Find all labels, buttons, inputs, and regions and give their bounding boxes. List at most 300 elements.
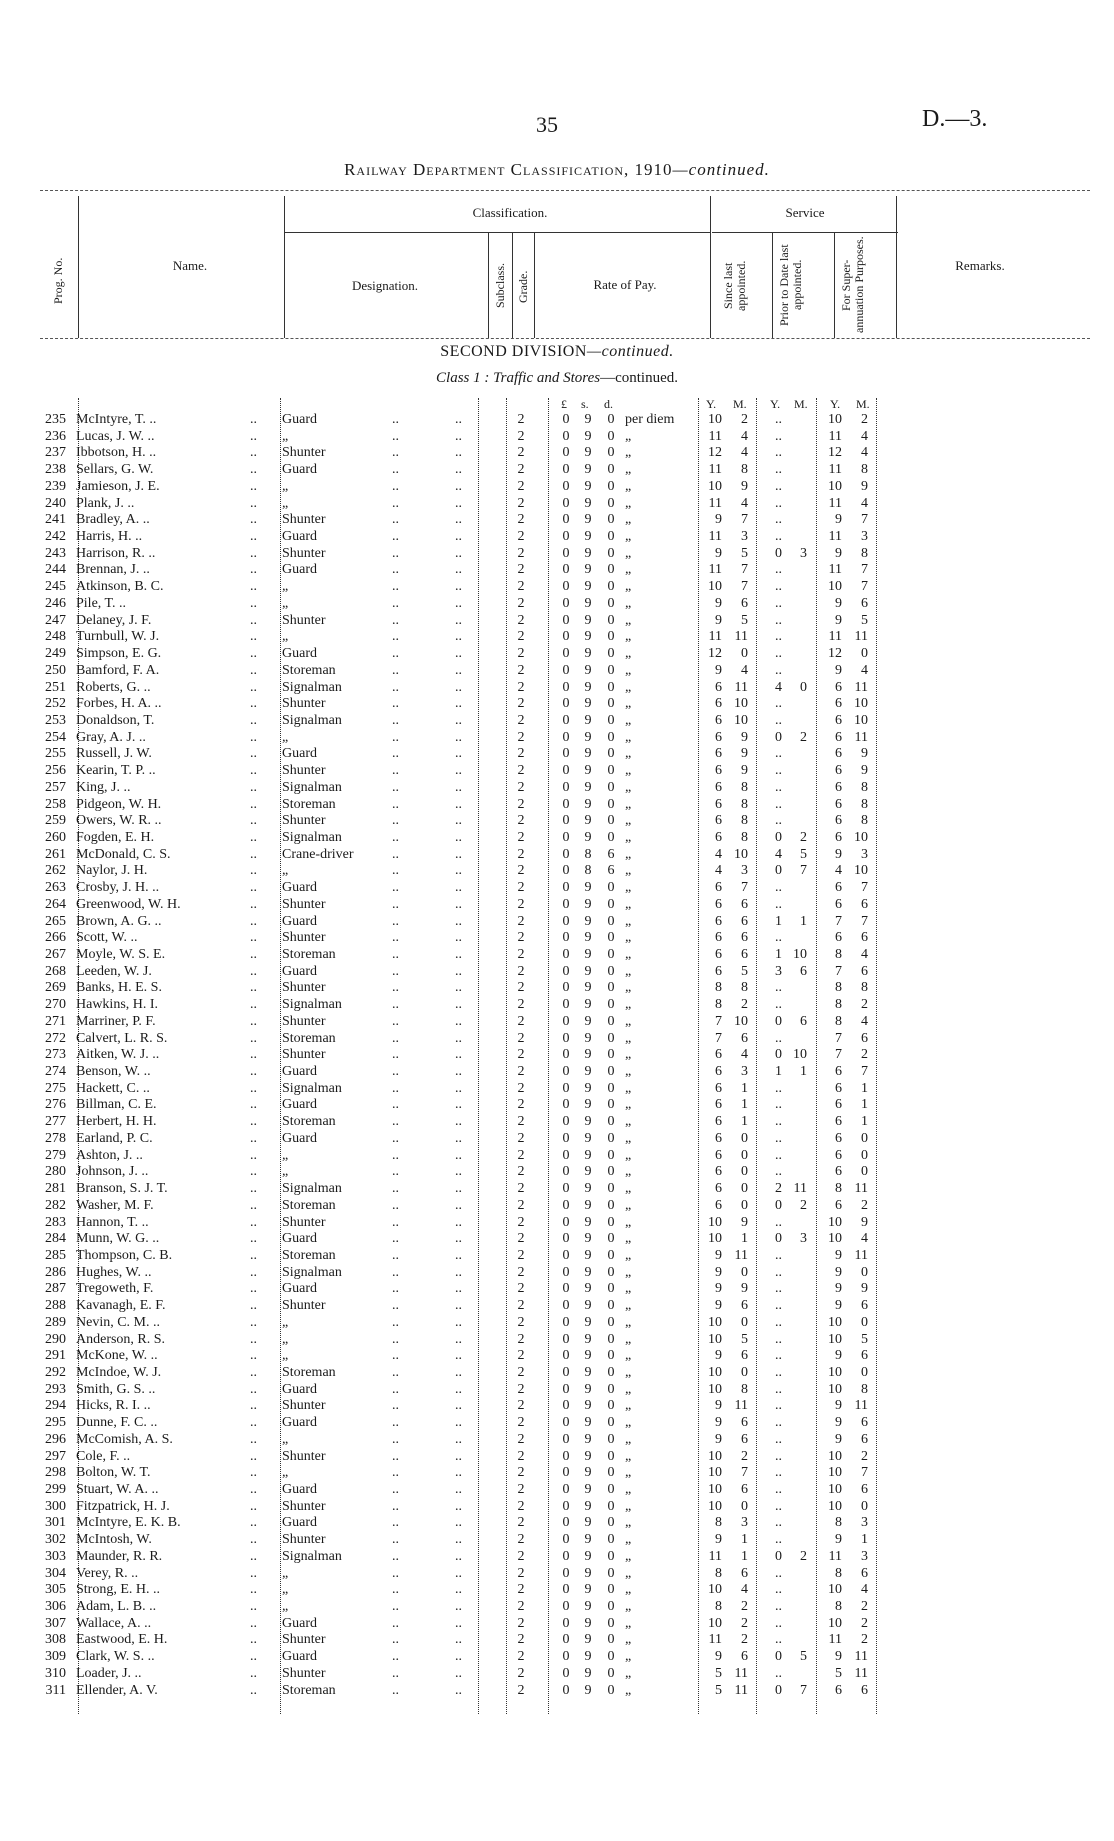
cell-pay-pence: 0	[607, 1013, 615, 1029]
cell-super-months: 10	[854, 829, 868, 845]
table-row	[0, 1365, 1114, 1382]
cell-name: Calvert, L. R. S.	[76, 1030, 168, 1046]
cell-pay-pounds: 0	[562, 1364, 570, 1380]
table-row	[0, 696, 1114, 713]
cell-pay-pounds: 0	[562, 930, 570, 946]
leader-dots: ..	[392, 1565, 399, 1581]
cell-pay-period: „	[625, 779, 632, 795]
cell-prior-years: ..	[775, 779, 782, 795]
cell-pay-period: „	[625, 1264, 632, 1280]
cell-pay-pounds: 0	[562, 1482, 570, 1497]
col-divider-subclass	[512, 232, 513, 338]
cell-pay-shillings: 9	[584, 579, 592, 595]
cell-grade: 2	[517, 1247, 525, 1263]
cell-pay-shillings: 9	[584, 1147, 592, 1163]
cell-since-months: 8	[741, 813, 748, 829]
cell-pay-pounds: 0	[562, 729, 570, 745]
cell-prior-years: 1	[775, 1064, 782, 1080]
cell-since-years: 11	[708, 428, 722, 444]
table-row	[0, 1382, 1114, 1399]
leader-dots: ..	[250, 1582, 257, 1598]
cell-grade: 2	[517, 595, 525, 611]
table-row	[0, 1097, 1114, 1114]
header-prior-to-date: Prior to Date last appointed.	[777, 244, 804, 326]
cell-designation: Shunter	[282, 1532, 326, 1548]
cell-pay-shillings: 9	[584, 813, 592, 829]
cell-since-years: 6	[715, 1047, 722, 1063]
cell-pay-pounds: 0	[562, 1197, 570, 1213]
cell-since-months: 6	[741, 1415, 748, 1431]
cell-super-months: 3	[861, 1515, 868, 1531]
leader-dots: ..	[250, 1181, 257, 1197]
col-divider-prior	[834, 232, 835, 338]
cell-pay-pounds: 0	[562, 947, 570, 962]
cell-super-years: 6	[835, 712, 842, 728]
leader-dots: ..	[455, 1197, 462, 1213]
cell-name: Simpson, E. G.	[76, 646, 162, 662]
cell-designation: Shunter	[282, 980, 326, 996]
leader-dots: ..	[455, 930, 462, 946]
cell-super-years: 6	[835, 696, 842, 712]
cell-pay-pence: 0	[607, 712, 615, 728]
cell-pay-pounds: 0	[562, 1314, 570, 1330]
cell-pay-period: „	[625, 478, 632, 494]
cell-super-years: 9	[835, 595, 842, 611]
cell-pay-pence: 0	[607, 428, 615, 444]
leader-dots: ..	[455, 1080, 462, 1096]
cell-super-years: 12	[828, 445, 842, 461]
cell-super-years: 9	[835, 846, 842, 862]
cell-pay-shillings: 9	[584, 746, 592, 762]
leader-dots: ..	[392, 1097, 399, 1113]
table-row	[0, 629, 1114, 646]
cell-prior-years: 0	[775, 545, 782, 561]
cell-since-years: 8	[715, 1515, 722, 1531]
leader-dots: ..	[250, 1164, 257, 1180]
leader-dots: ..	[392, 1515, 399, 1531]
cell-pay-pence: 0	[607, 579, 615, 595]
leader-dots: ..	[392, 1498, 399, 1514]
cell-pay-pence: 0	[607, 1632, 615, 1648]
leader-dots: ..	[392, 1331, 399, 1347]
cell-designation: Shunter	[282, 1013, 326, 1029]
table-row	[0, 1649, 1114, 1666]
cell-super-years: 6	[835, 930, 842, 946]
cell-super-months: 6	[861, 1415, 868, 1431]
cell-pay-shillings: 9	[584, 1465, 592, 1481]
col-divider-super	[896, 196, 897, 338]
cell-name: Bradley, A. ..	[76, 512, 150, 528]
leader-dots: ..	[455, 595, 462, 611]
cell-grade: 2	[517, 545, 525, 561]
page-title	[0, 160, 1114, 180]
cell-super-years: 11	[828, 495, 842, 511]
cell-prog-no: 262	[45, 863, 66, 879]
leader-dots: ..	[392, 1114, 399, 1130]
cell-pay-period: „	[625, 1381, 632, 1397]
table-row	[0, 713, 1114, 730]
cell-since-months: 6	[741, 595, 748, 611]
cell-name: Atkinson, B. C.	[76, 579, 164, 595]
cell-since-years: 12	[708, 646, 722, 662]
cell-super-years: 9	[835, 512, 842, 528]
table-row	[0, 763, 1114, 780]
leader-dots: ..	[455, 1314, 462, 1330]
cell-pay-pounds: 0	[562, 1097, 570, 1113]
cell-since-months: 4	[741, 428, 748, 444]
cell-since-years: 6	[715, 1147, 722, 1163]
cell-pay-pounds: 0	[562, 829, 570, 845]
leader-dots: ..	[455, 1164, 462, 1180]
cell-designation: „	[282, 629, 289, 645]
classification-rule	[284, 232, 710, 233]
cell-since-months: 6	[741, 930, 748, 946]
cell-prior-years: ..	[775, 813, 782, 829]
cell-pay-period: „	[625, 445, 632, 461]
cell-super-years: 11	[828, 629, 842, 645]
cell-since-years: 11	[708, 529, 722, 545]
cell-super-years: 6	[835, 829, 842, 845]
cell-designation: Storeman	[282, 796, 336, 812]
cell-since-months: 2	[741, 1615, 748, 1631]
leader-dots: ..	[455, 1415, 462, 1431]
col-divider-rate	[710, 196, 711, 338]
leader-dots: ..	[392, 1147, 399, 1163]
cell-name: Earland, P. C.	[76, 1130, 153, 1146]
cell-pay-pounds: 0	[562, 445, 570, 461]
cell-name: Fogden, E. H.	[76, 829, 155, 845]
cell-super-years: 9	[835, 1264, 842, 1280]
cell-grade: 2	[517, 412, 525, 427]
table-row	[0, 1031, 1114, 1048]
leader-dots: ..	[455, 997, 462, 1013]
leader-dots: ..	[250, 1013, 257, 1029]
class-title	[0, 370, 1114, 387]
leader-dots: ..	[455, 1114, 462, 1130]
leader-dots: ..	[455, 863, 462, 879]
cell-pay-pounds: 0	[562, 612, 570, 628]
cell-pay-shillings: 9	[584, 545, 592, 561]
cell-name: Harrison, R. ..	[76, 545, 156, 561]
cell-pay-period: „	[625, 1615, 632, 1631]
cell-name: Bolton, W. T.	[76, 1465, 151, 1481]
cell-pay-shillings: 9	[584, 412, 592, 427]
cell-prior-years: ..	[775, 880, 782, 896]
cell-since-months: 1	[741, 1231, 748, 1247]
cell-designation: Guard	[282, 1281, 317, 1297]
cell-name: Harris, H. ..	[76, 529, 143, 545]
cell-pay-period: „	[625, 1314, 632, 1330]
cell-since-months: 3	[741, 1064, 748, 1080]
cell-pay-shillings: 9	[584, 829, 592, 845]
leader-dots: ..	[455, 696, 462, 712]
leader-dots: ..	[455, 1181, 462, 1197]
table-row	[0, 1432, 1114, 1449]
cell-super-months: 8	[861, 796, 868, 812]
cell-pay-pence: 0	[607, 746, 615, 762]
table-row	[0, 1566, 1114, 1583]
cell-super-years: 7	[835, 913, 842, 929]
cell-prog-no: 249	[45, 646, 66, 662]
leader-dots: ..	[250, 495, 257, 511]
cell-super-months: 8	[861, 1381, 868, 1397]
cell-designation: Storeman	[282, 1197, 336, 1213]
cell-designation: „	[282, 1599, 289, 1615]
leader-dots: ..	[250, 428, 257, 444]
leader-dots: ..	[455, 1247, 462, 1263]
cell-pay-pence: 0	[607, 980, 615, 996]
cell-pay-pence: 0	[607, 1682, 615, 1698]
cell-super-months: 4	[861, 1582, 868, 1598]
table-row	[0, 1064, 1114, 1081]
leader-dots: ..	[455, 1532, 462, 1548]
cell-name: McComish, A. S.	[76, 1431, 173, 1447]
cell-super-years: 10	[828, 1582, 842, 1598]
cell-super-months: 2	[861, 997, 868, 1013]
cell-super-months: 11	[854, 1181, 868, 1197]
cell-pay-shillings: 9	[584, 696, 592, 712]
cell-since-years: 9	[715, 1264, 722, 1280]
cell-grade: 2	[517, 579, 525, 595]
unit-pence: d.	[604, 397, 613, 411]
cell-pay-pence: 0	[607, 1615, 615, 1631]
cell-since-months: 6	[741, 1482, 748, 1497]
cell-name: Kavanagh, E. F.	[76, 1298, 166, 1314]
cell-prog-no: 291	[45, 1348, 66, 1364]
cell-pay-pounds: 0	[562, 1498, 570, 1514]
cell-pay-period: „	[625, 930, 632, 946]
cell-name: Gray, A. J. ..	[76, 729, 146, 745]
cell-since-months: 1	[741, 1532, 748, 1548]
cell-super-months: 0	[861, 1364, 868, 1380]
leader-dots: ..	[455, 1364, 462, 1380]
cell-since-years: 9	[715, 1398, 722, 1414]
cell-designation: Shunter	[282, 763, 326, 779]
cell-pay-shillings: 9	[584, 662, 592, 678]
cell-since-months: 1	[741, 1080, 748, 1096]
cell-since-months: 7	[741, 880, 748, 896]
cell-name: Russell, J. W.	[76, 746, 152, 762]
cell-since-months: 10	[734, 696, 748, 712]
cell-designation: Shunter	[282, 1398, 326, 1414]
cell-since-years: 11	[708, 1632, 722, 1648]
cell-prog-no: 305	[45, 1582, 66, 1598]
cell-prog-no: 295	[45, 1415, 66, 1431]
cell-since-years: 6	[715, 763, 722, 779]
cell-since-months: 8	[741, 1381, 748, 1397]
cell-prior-years: ..	[775, 1632, 782, 1648]
cell-since-years: 9	[715, 1348, 722, 1364]
cell-designation: Shunter	[282, 1298, 326, 1314]
leader-dots: ..	[455, 679, 462, 695]
table-row	[0, 479, 1114, 496]
cell-pay-period: „	[625, 1415, 632, 1431]
cell-pay-pounds: 0	[562, 529, 570, 545]
cell-pay-pence: 0	[607, 1130, 615, 1146]
cell-since-years: 10	[708, 1214, 722, 1230]
cell-pay-pounds: 0	[562, 1465, 570, 1481]
cell-super-months: 9	[861, 763, 868, 779]
cell-pay-shillings: 9	[584, 646, 592, 662]
leader-dots: ..	[250, 1314, 257, 1330]
cell-since-months: 10	[734, 846, 748, 862]
cell-prog-no: 243	[45, 545, 66, 561]
cell-since-months: 4	[741, 445, 748, 461]
cell-since-months: 6	[741, 1565, 748, 1581]
cell-prior-months: 2	[800, 1197, 807, 1213]
cell-prog-no: 241	[45, 512, 66, 528]
cell-pay-pounds: 0	[562, 1181, 570, 1197]
cell-name: King, J. ..	[76, 779, 131, 795]
cell-super-months: 11	[854, 679, 868, 695]
cell-pay-period: „	[625, 1114, 632, 1130]
table-row	[0, 897, 1114, 914]
cell-prog-no: 245	[45, 579, 66, 595]
leader-dots: ..	[455, 913, 462, 929]
cell-super-months: 3	[861, 529, 868, 545]
cell-pay-period: „	[625, 796, 632, 812]
cell-prior-years: ..	[775, 478, 782, 494]
cell-grade: 2	[517, 1398, 525, 1414]
cell-prior-years: ..	[775, 1331, 782, 1347]
cell-pay-pounds: 0	[562, 412, 570, 427]
cell-pay-shillings: 9	[584, 1364, 592, 1380]
cell-pay-pounds: 0	[562, 478, 570, 494]
cell-designation: Signalman	[282, 712, 342, 728]
leader-dots: ..	[455, 1398, 462, 1414]
cell-grade: 2	[517, 930, 525, 946]
cell-prog-no: 259	[45, 813, 66, 829]
cell-prior-years: 1	[775, 947, 782, 962]
cell-pay-shillings: 9	[584, 1314, 592, 1330]
cell-super-months: 4	[861, 662, 868, 678]
leader-dots: ..	[392, 428, 399, 444]
leader-dots: ..	[250, 1482, 257, 1497]
cell-super-years: 10	[828, 412, 842, 427]
cell-grade: 2	[517, 1482, 525, 1497]
leader-dots: ..	[455, 428, 462, 444]
cell-prior-years: ..	[775, 412, 782, 427]
cell-since-months: 1	[741, 1097, 748, 1113]
leader-dots: ..	[250, 1431, 257, 1447]
leader-dots: ..	[455, 1097, 462, 1113]
cell-designation: Storeman	[282, 1030, 336, 1046]
cell-pay-pounds: 0	[562, 1013, 570, 1029]
table-row	[0, 1281, 1114, 1298]
cell-name: Banks, H. E. S.	[76, 980, 162, 996]
table-row	[0, 847, 1114, 864]
division-name: SECOND DIVISION	[440, 343, 587, 360]
cell-grade: 2	[517, 947, 525, 962]
cell-prog-no: 251	[45, 679, 66, 695]
cell-since-years: 4	[715, 846, 722, 862]
cell-since-years: 10	[708, 412, 722, 427]
cell-prior-years: ..	[775, 930, 782, 946]
cell-name: McIntyre, T. ..	[76, 412, 157, 427]
leader-dots: ..	[455, 1632, 462, 1648]
cell-prior-years: ..	[775, 746, 782, 762]
cell-prior-years: ..	[775, 1482, 782, 1497]
leader-dots: ..	[250, 1064, 257, 1080]
leader-dots: ..	[250, 913, 257, 929]
cell-pay-pence: 0	[607, 512, 615, 528]
leader-dots: ..	[250, 1515, 257, 1531]
cell-pay-period: per diem	[625, 412, 675, 427]
cell-designation: Storeman	[282, 1682, 336, 1698]
cell-super-months: 6	[861, 1348, 868, 1364]
cell-grade: 2	[517, 1415, 525, 1431]
cell-pay-pounds: 0	[562, 595, 570, 611]
cell-super-months: 6	[861, 1298, 868, 1314]
leader-dots: ..	[455, 1498, 462, 1514]
cell-since-months: 6	[741, 1649, 748, 1665]
table-row	[0, 579, 1114, 596]
cell-prior-years: 0	[775, 1231, 782, 1247]
leader-dots: ..	[455, 712, 462, 728]
cell-pay-pounds: 0	[562, 1682, 570, 1698]
cell-pay-period: „	[625, 662, 632, 678]
cell-pay-period: „	[625, 1582, 632, 1598]
leader-dots: ..	[455, 1281, 462, 1297]
cell-since-years: 8	[715, 980, 722, 996]
leader-dots: ..	[250, 1398, 257, 1414]
cell-name: Bamford, F. A.	[76, 662, 160, 678]
cell-grade: 2	[517, 779, 525, 795]
cell-designation: Guard	[282, 646, 317, 662]
leader-dots: ..	[250, 1415, 257, 1431]
cell-name: Dunne, F. C. ..	[76, 1415, 158, 1431]
leader-dots: ..	[392, 1582, 399, 1598]
cell-super-months: 11	[854, 629, 868, 645]
cell-grade: 2	[517, 1532, 525, 1548]
cell-pay-period: „	[625, 1164, 632, 1180]
cell-prior-years: ..	[775, 1314, 782, 1330]
cell-super-years: 6	[835, 746, 842, 762]
cell-pay-period: „	[625, 1181, 632, 1197]
cell-designation: Shunter	[282, 1632, 326, 1648]
cell-super-months: 2	[861, 412, 868, 427]
cell-designation: Shunter	[282, 545, 326, 561]
cell-pay-pounds: 0	[562, 1649, 570, 1665]
leader-dots: ..	[250, 1130, 257, 1146]
leader-dots: ..	[392, 595, 399, 611]
cell-pay-pence: 0	[607, 1582, 615, 1598]
cell-pay-shillings: 9	[584, 712, 592, 728]
cell-designation: „	[282, 1331, 289, 1347]
cell-super-months: 6	[861, 595, 868, 611]
cell-pay-period: „	[625, 880, 632, 896]
cell-prog-no: 255	[45, 746, 66, 762]
cell-prior-years: ..	[775, 1114, 782, 1130]
table-row	[0, 1415, 1114, 1432]
cell-prog-no: 281	[45, 1181, 66, 1197]
cell-super-months: 8	[861, 779, 868, 795]
cell-designation: „	[282, 595, 289, 611]
cell-since-months: 11	[734, 679, 748, 695]
cell-pay-period: „	[625, 1398, 632, 1414]
cell-prog-no: 267	[45, 947, 66, 962]
cell-super-years: 8	[835, 1013, 842, 1029]
leader-dots: ..	[392, 1482, 399, 1497]
cell-pay-period: „	[625, 746, 632, 762]
cell-grade: 2	[517, 963, 525, 979]
cell-grade: 2	[517, 1030, 525, 1046]
cell-super-years: 4	[835, 863, 842, 879]
cell-super-years: 11	[828, 1632, 842, 1648]
cell-pay-period: „	[625, 1231, 632, 1247]
leader-dots: ..	[392, 1047, 399, 1063]
cell-designation: Shunter	[282, 1448, 326, 1464]
